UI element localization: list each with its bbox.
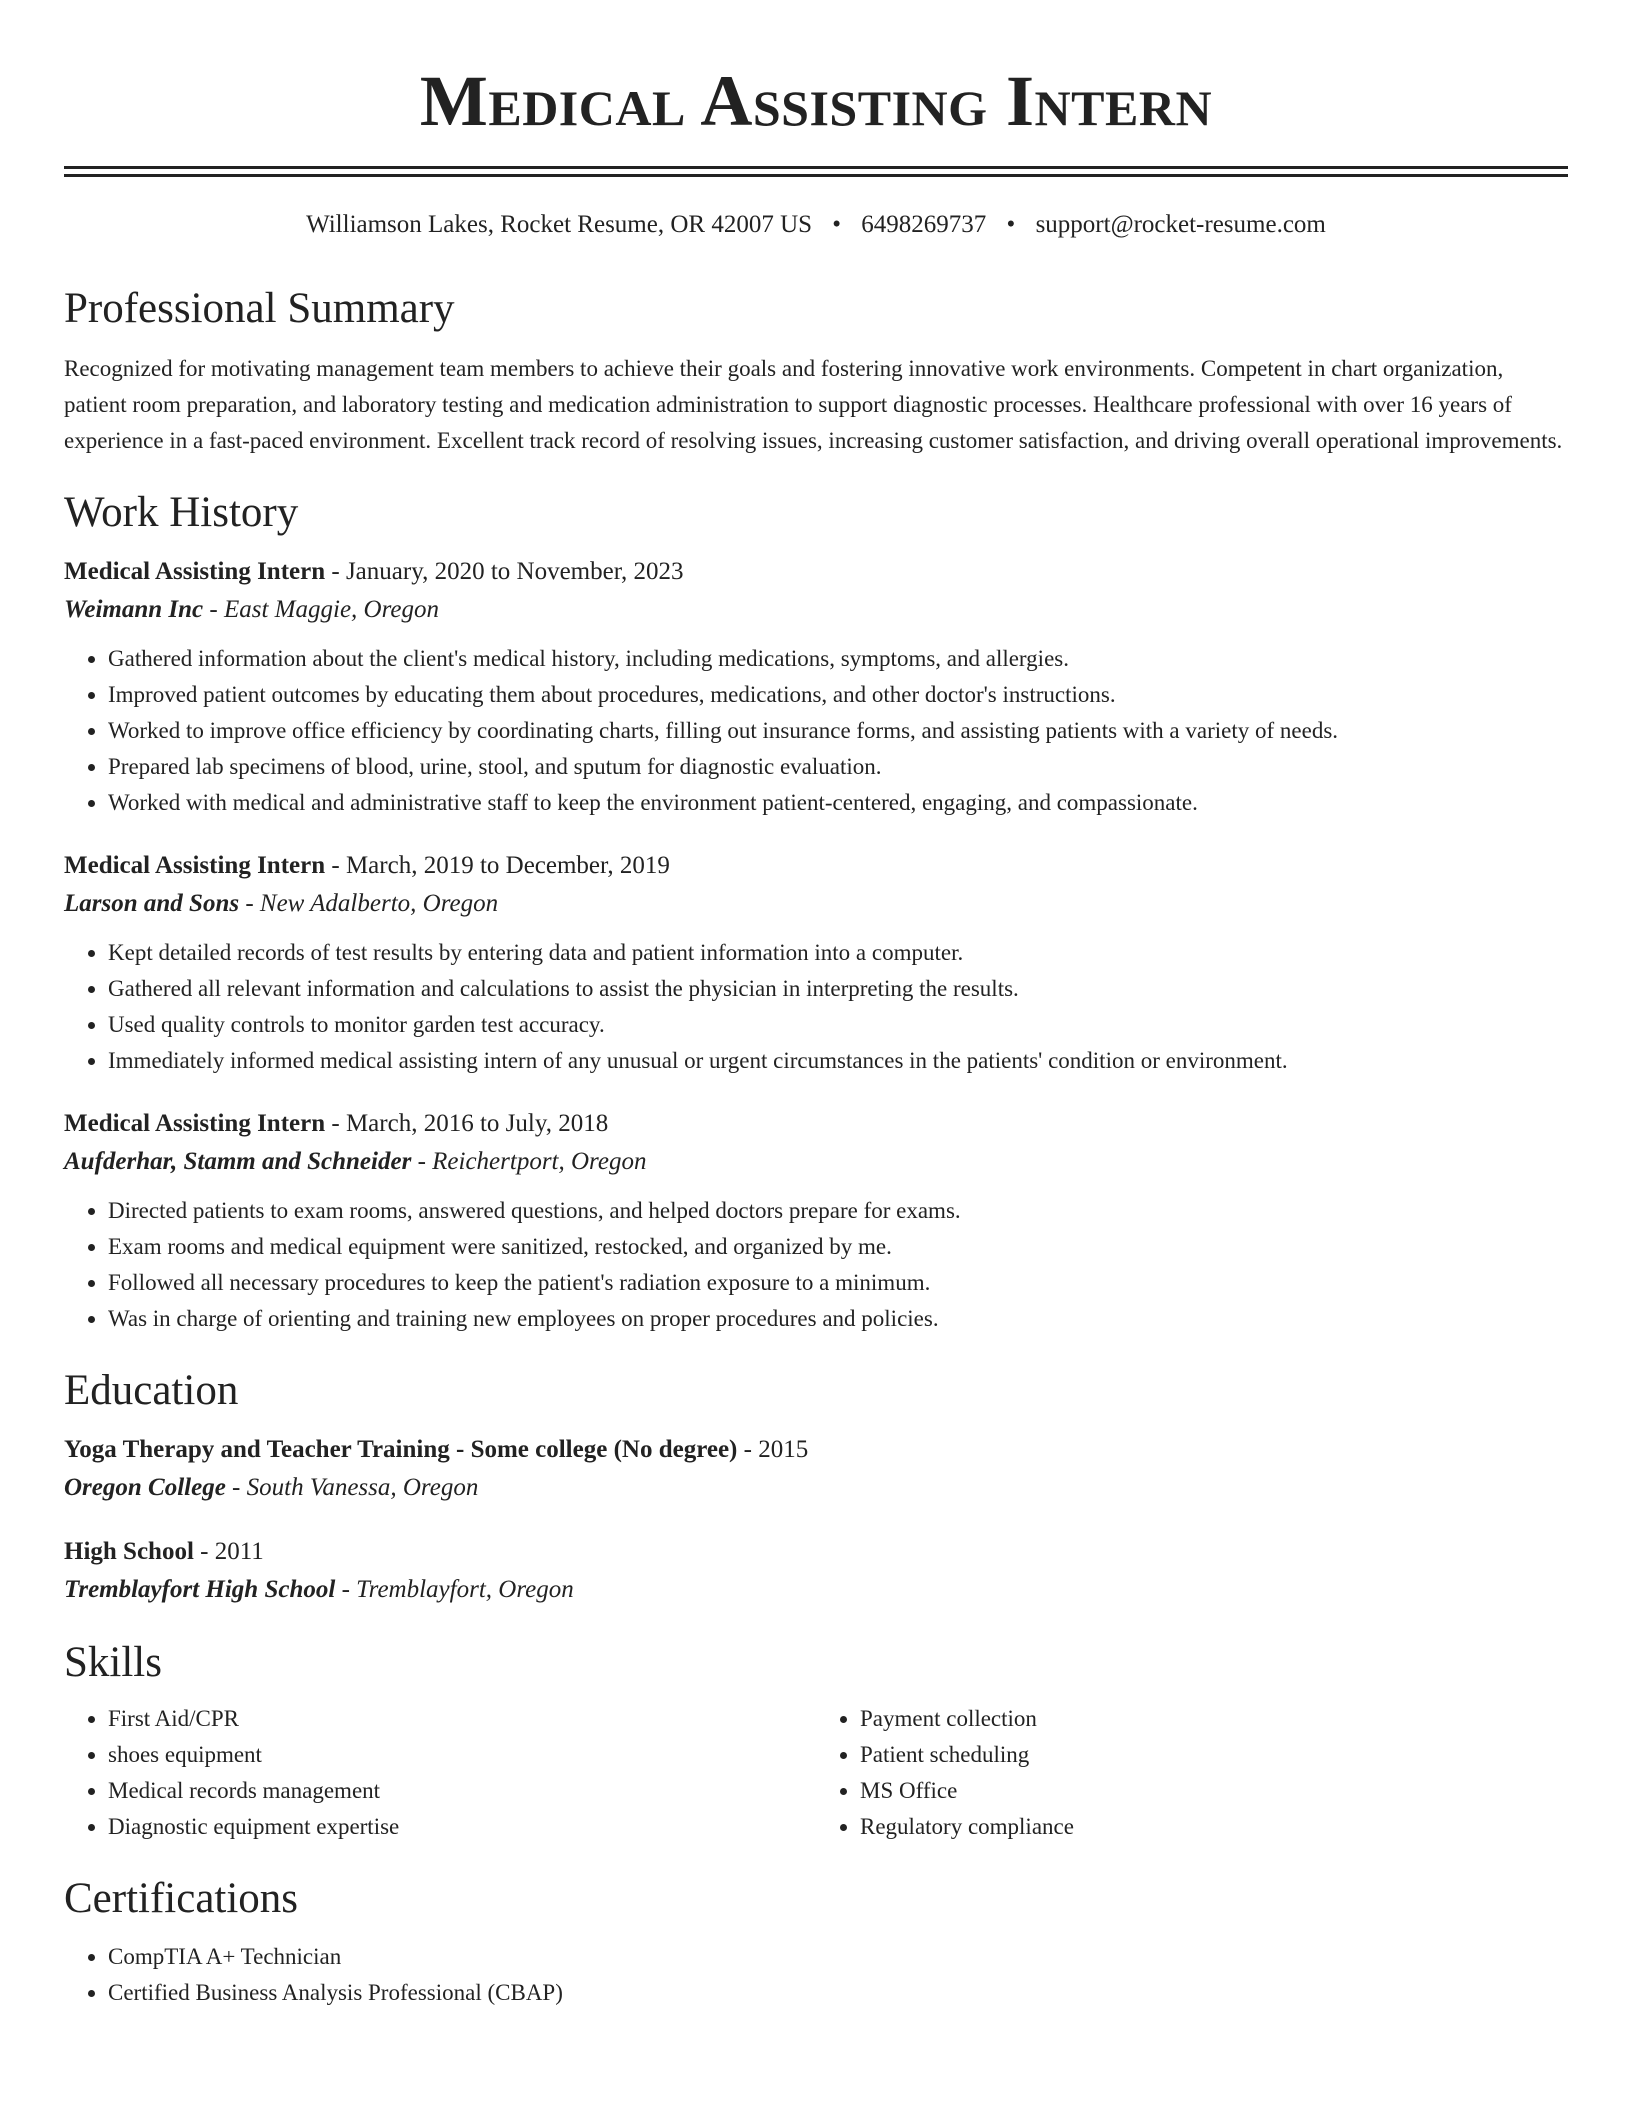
job-entry: [64, 553, 1568, 821]
education-entry: [64, 1533, 1568, 1609]
degree-name: Yoga Therapy and Teacher Training - Some college (No degree): [64, 1436, 738, 1463]
work-history-heading: Work History: [64, 489, 299, 536]
job-title-line: [64, 847, 1568, 885]
certifications-section: [64, 1871, 1568, 2011]
contact-separator: •: [1006, 211, 1016, 238]
work-history-section: [64, 485, 1568, 1337]
list-item: • Immediately informed medical assisting intern of any unusual or urgent circumstances in the patients' condition or environment.: [108, 1043, 1568, 1079]
job-title-line: [64, 1105, 1568, 1143]
degree-year: - 2011: [193, 1538, 264, 1565]
school-line: [64, 1571, 1568, 1609]
contact-separator: •: [832, 211, 842, 238]
certifications-heading: Certifications: [64, 1875, 299, 1922]
employer-line: [64, 885, 1568, 923]
resume-title: Medical Assisting Intern: [419, 61, 1213, 141]
job-dates: - March, 2019 to December, 2019: [325, 852, 670, 879]
job-entry: [64, 847, 1568, 1079]
degree-line: [64, 1533, 1568, 1571]
list-item: • Gathered all relevant information and calculations to assist the physician in interpreting the results.: [108, 971, 1568, 1007]
list-item: • Prepared lab specimens of blood, urine, stool, and sputum for diagnostic evaluation.: [108, 749, 1568, 785]
education-entry: [64, 1431, 1568, 1507]
skill-item: • Diagnostic equipment expertise: [108, 1809, 816, 1845]
certification-item: • CompTIA A+ Technician: [108, 1939, 1568, 1975]
job-dates: - March, 2016 to July, 2018: [325, 1110, 609, 1137]
list-item: • Kept detailed records of test results by entering data and patient information into a computer.: [108, 935, 1568, 971]
list-item: • Worked with medical and administrative staff to keep the environment patient-centered, engaging, and compassionate.: [108, 785, 1568, 821]
skills-columns: [64, 1701, 1568, 1845]
certifications-list: [64, 1939, 1568, 2011]
school-location: - Tremblayfort, Oregon: [335, 1576, 574, 1603]
degree-year: - 2015: [737, 1436, 809, 1463]
title-rule-bottom: [64, 174, 1568, 177]
list-item: • Exam rooms and medical equipment were sanitized, restocked, and organized by me.: [108, 1229, 1568, 1265]
summary-heading: Professional Summary: [64, 285, 455, 332]
list-item: • Gathered information about the client's medical history, including medications, symptoms, and allergies.: [108, 641, 1568, 677]
employer-location: - New Adalberto, Oregon: [239, 890, 499, 917]
skill-item: • Regulatory compliance: [860, 1809, 1568, 1845]
employer-line: [64, 591, 1568, 629]
list-item: • Improved patient outcomes by educating them about procedures, medications, and other doctor's instructions.: [108, 677, 1568, 713]
job-title: Medical Assisting Intern: [64, 1110, 326, 1137]
employer-name: Aufderhar, Stamm and Schneider: [64, 1148, 412, 1175]
school-name: Oregon College: [64, 1474, 226, 1501]
school-location: - South Vanessa, Oregon: [225, 1474, 479, 1501]
list-item: • Was in charge of orienting and training new employees on proper procedures and policies.: [108, 1301, 1568, 1337]
contact-phone: 6498269737: [861, 211, 987, 238]
degree-line: [64, 1431, 1568, 1469]
title-rule-top: [64, 166, 1568, 169]
skill-item: • shoes equipment: [108, 1737, 816, 1773]
skills-section: [64, 1635, 1568, 1845]
skills-list-left: [64, 1701, 816, 1845]
education-section: [64, 1363, 1568, 1609]
list-item: • Followed all necessary procedures to keep the patient's radiation exposure to a minimum.: [108, 1265, 1568, 1301]
employer-name: Weimann Inc: [64, 596, 204, 623]
employer-line: [64, 1143, 1568, 1181]
employer-name: Larson and Sons: [64, 890, 240, 917]
list-item: • Worked to improve office efficiency by coordinating charts, filling out insurance forms, and assisting patients with a variety of needs.: [108, 713, 1568, 749]
job-entry: [64, 1105, 1568, 1337]
list-item: • Used quality controls to monitor garden test accuracy.: [108, 1007, 1568, 1043]
contact-address: Williamson Lakes, Rocket Resume, OR 42007 US: [306, 211, 813, 238]
summary-text: Recognized for motivating management team members to achieve their goals and fostering innovative work environments. Competent in chart organization, patient room preparation, and laboratory testing and medication administration to support diagnostic processes. Healthcare professional with over 16 years of experience in a fast-paced environment. Excellent track record of resolving issues, increasing customer satisfaction, and driving overall operational improvements.: [64, 356, 1563, 453]
job-duties: [64, 1193, 1568, 1337]
degree-name: High School: [64, 1538, 194, 1565]
skill-item: • Medical records management: [108, 1773, 816, 1809]
employer-location: - Reichertport, Oregon: [411, 1148, 647, 1175]
skill-item: • Payment collection: [860, 1701, 1568, 1737]
job-title: Medical Assisting Intern: [64, 558, 326, 585]
job-duties: [64, 935, 1568, 1079]
job-dates: - January, 2020 to November, 2023: [325, 558, 684, 585]
job-duties: [64, 641, 1568, 821]
skills-heading: Skills: [64, 1639, 162, 1686]
skill-item: • First Aid/CPR: [108, 1701, 816, 1737]
contact-line: [64, 207, 1568, 243]
employer-location: - East Maggie, Oregon: [203, 596, 439, 623]
list-item: • Directed patients to exam rooms, answered questions, and helped doctors prepare for exams.: [108, 1193, 1568, 1229]
skill-item: • MS Office: [860, 1773, 1568, 1809]
skills-list-right: [816, 1701, 1568, 1845]
school-name: Tremblayfort High School: [64, 1576, 336, 1603]
contact-email: support@rocket-resume.com: [1035, 211, 1326, 238]
education-heading: Education: [64, 1367, 239, 1414]
skill-item: • Patient scheduling: [860, 1737, 1568, 1773]
job-title-line: [64, 553, 1568, 591]
job-title: Medical Assisting Intern: [64, 852, 326, 879]
school-line: [64, 1469, 1568, 1507]
certification-item: • Certified Business Analysis Professional (CBAP): [108, 1975, 1568, 2011]
